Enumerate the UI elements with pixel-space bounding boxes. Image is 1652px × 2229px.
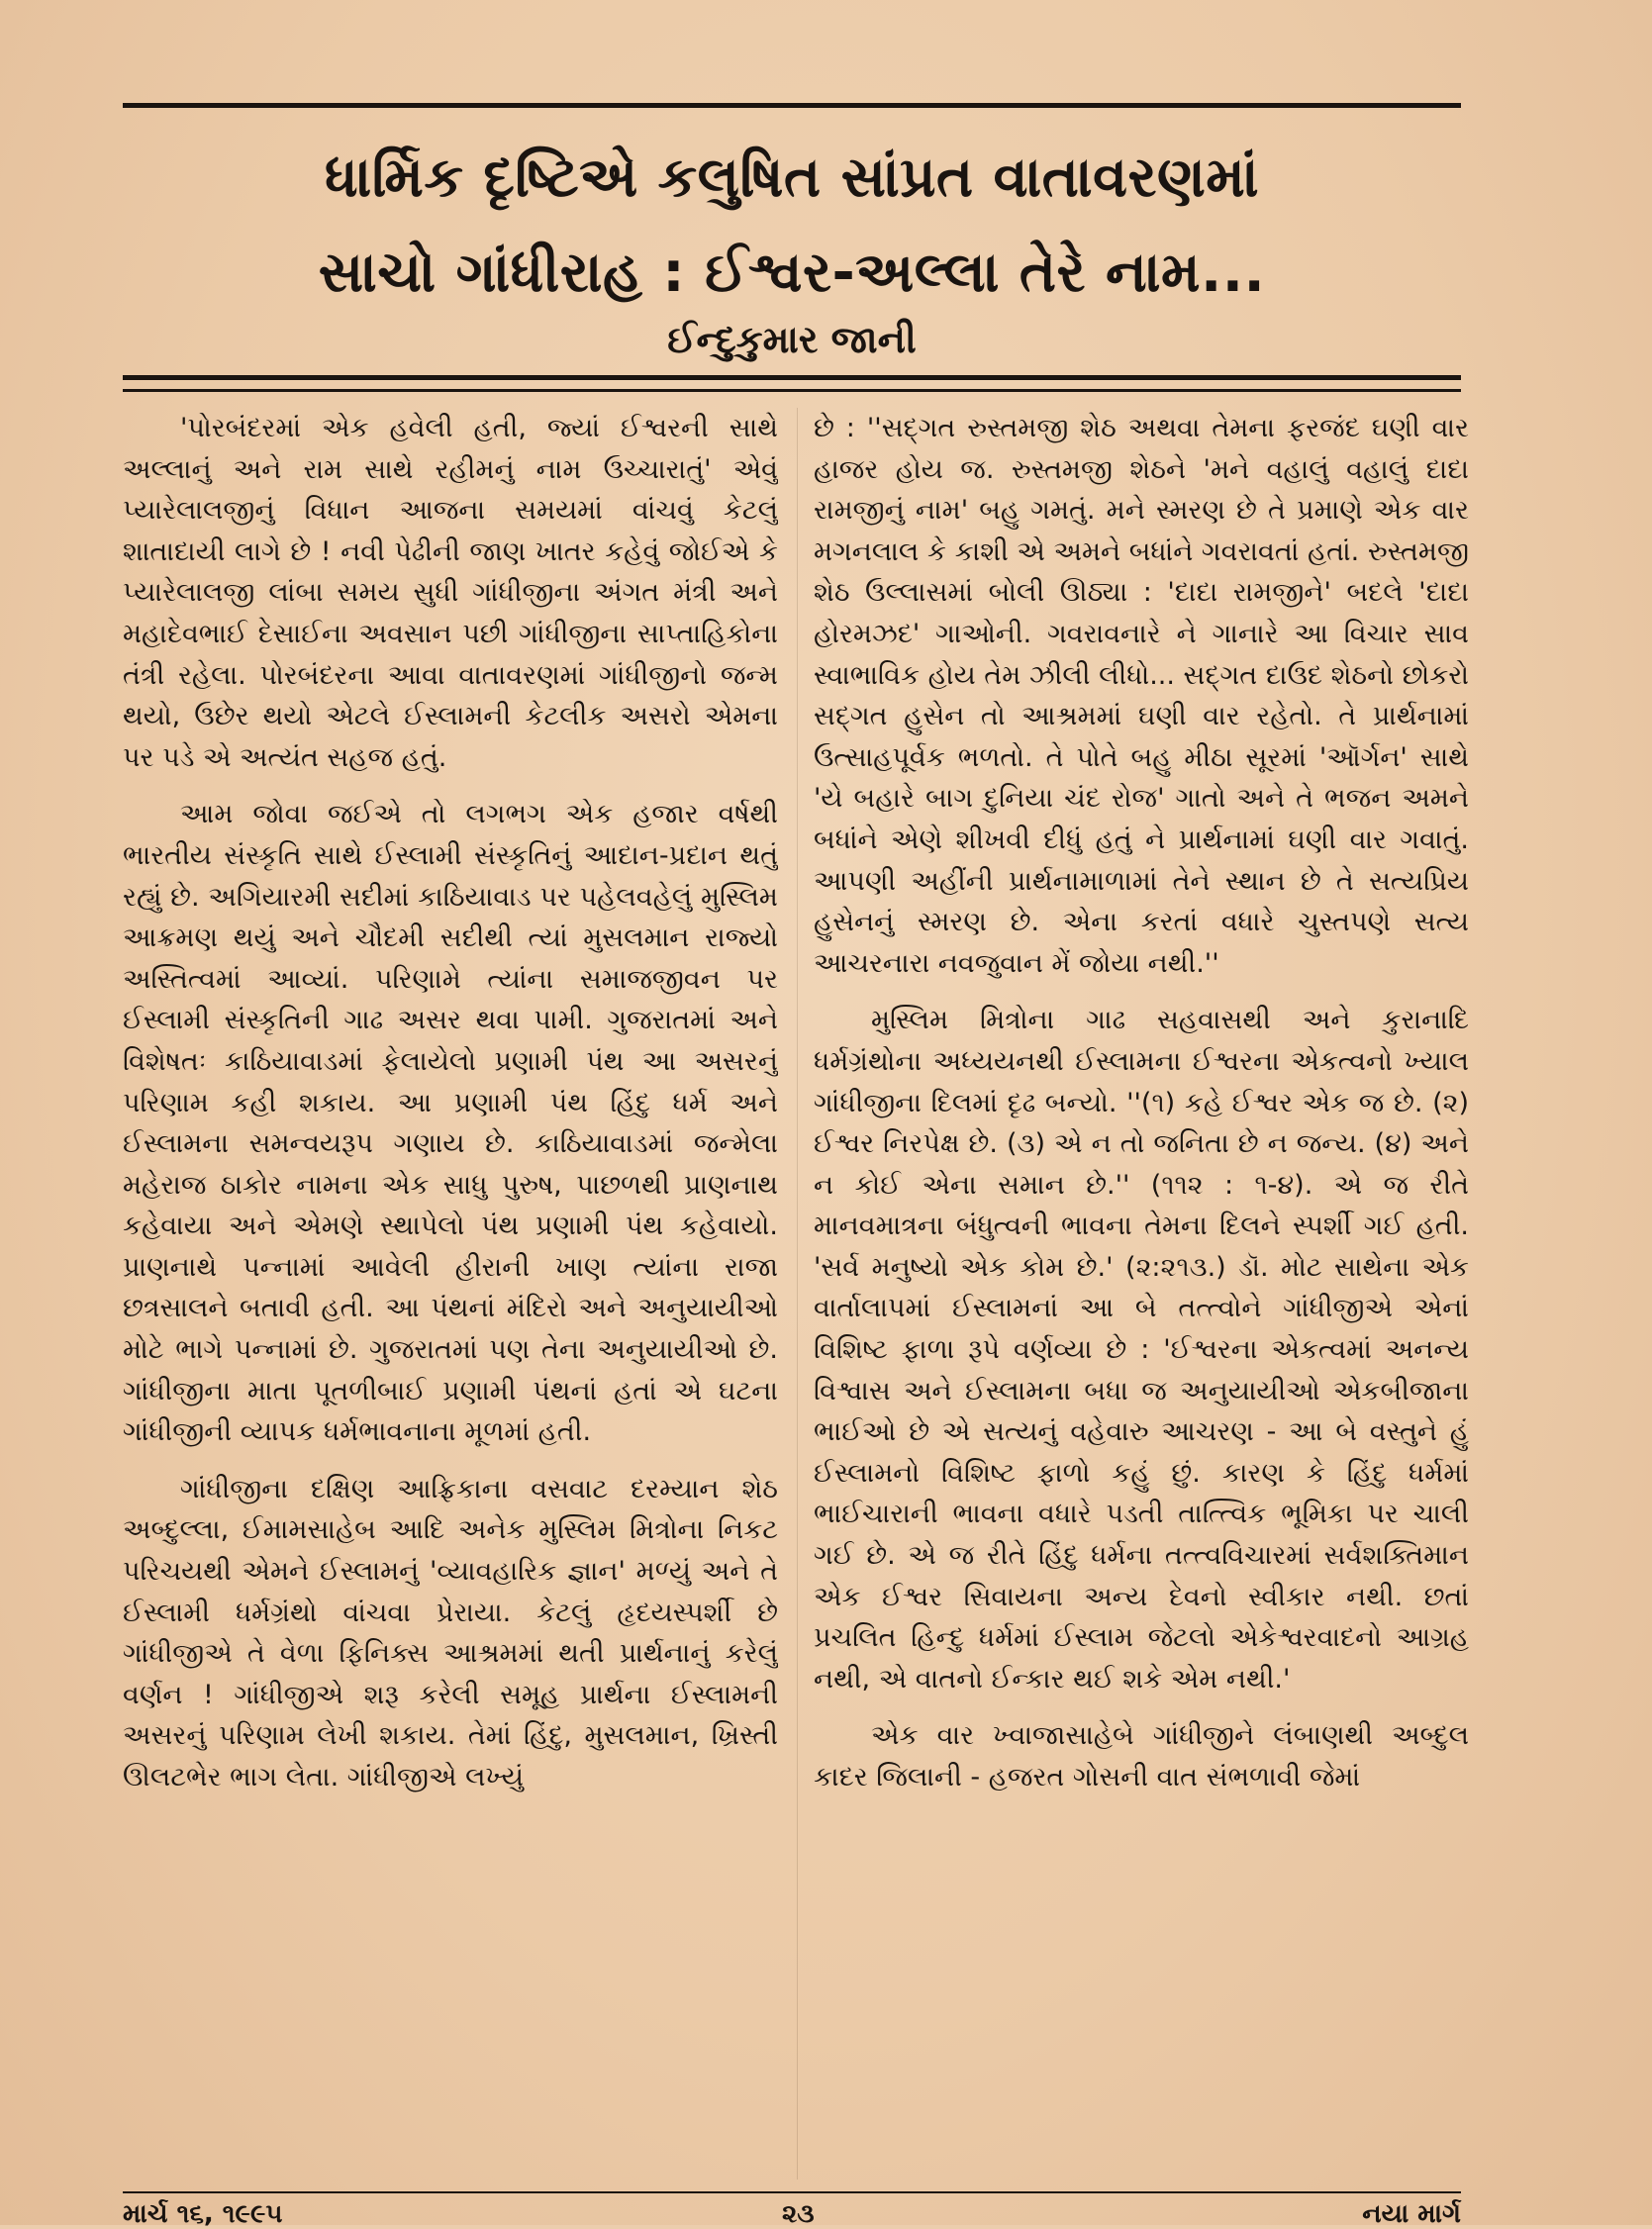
paragraph: એક વાર ખ્વાજાસાહેબે ગાંધીજીને લંબાણથી અબ્દુલ કાદર જિલાની - હજરત ગોસની વાત સંભળાવી જેમાં <box>814 1720 1469 1793</box>
header-rule-thick <box>123 375 1461 380</box>
author-name: ઈન્દુકુમાર જાની <box>667 318 917 361</box>
title-line-2: સાચો ગાંધીરાહ : ઈશ્વર-અલ્લા તેરે નામ... <box>318 241 1266 305</box>
right-column <box>814 408 1469 2189</box>
paragraph: આમ જોવા જઈએ તો લગભગ એક હજાર વર્ષથી ભારતીય સંસ્કૃતિ સાથે ઈસ્લામી સંસ્કૃતિનું આદાન-પ્રદાન થતું રહ્યું છે. અગિયારમી સદીમાં કાઠિયાવાડ પર પહેલવહેલું મુસ્લિમ આક્રમણ થયું અને ચૌદમી સદીથી ત્યાં મુસલમાન રાજ્યો અસ્તિત્વમાં આવ્યાં. પરિણામે ત્યાંના સમાજજીવન પર ઈસ્લામી સંસ્કૃતિની ગાઢ અસર થવા પામી. ગુજરાતમાં અને વિશેષતઃ કાઠિયાવાડમાં ફેલાયેલો પ્રણામી પંથ આ અસરનું પરિણામ કહી શકાય. આ પ્રણામી પંથ હિંદુ ધર્મ અને ઈસ્લામના સમન્વયરૂપ ગણાય છે. કાઠિયાવાડમાં જન્મેલા મહેરાજ ઠાકોર નામના એક સાધુ પુરુષ, પાછળથી પ્રાણનાથ કહેવાયા અને એમણે સ્થાપેલો પંથ પ્રણામી પંથ કહેવાયો. પ્રાણનાથે પન્નામાં આવેલી હીરાની ખાણ ત્યાંના રાજા છત્રસાલને બતાવી હતી. આ પંથનાં મંદિરો અને અનુયાયીઓ મોટે ભાગે પન્નામાં છે. ગુજરાતમાં પણ તેના અનુયાયીઓ છે. ગાંધીજીના માતા પૂતળીબાઈ પ્રણામી પંથનાં હતાં એ ઘટના ગાંધીજીની વ્યાપક ધર્મભાવનાના મૂળમાં હતી. <box>123 799 778 1448</box>
title-line-1: ધાર્મિક દૃષ્ટિએ કલુષિત સાંપ્રત વાતાવરણમાં <box>324 145 1260 210</box>
article-title <box>123 131 1461 321</box>
paragraph: છે : ''સદ્ગત રુસ્તમજી શેઠ અથવા તેમના ફરજંદ ઘણી વાર હાજર હોય જ. રુસ્તમજી શેઠને 'મને વહાલું વહાલું દાદા રામજીનું નામ' બહુ ગમતું. મને સ્મરણ છે તે પ્રમાણે એક વાર મગનલાલ કે કાશી એ અમને બધાંને ગવરાવતાં હતાં. રુસ્તમજી શેઠ ઉલ્લાસમાં બોલી ઊઠ્યા : 'દાદા રામજીને' બદલે 'દાદા હોરમઝદ' ગાઓની. ગવરાવનારે ને ગાનારે આ વિચાર સાવ સ્વાભાવિક હોય તેમ ઝીલી લીધો... સદ્ગત દાઉદ શેઠનો છોકરો સદ્ગત હુસેન તો આશ્રમમાં ઘણી વાર રહેતો. તે પ્રાર્થનામાં ઉત્સાહપૂર્વક ભળતો. તે પોતે બહુ મીઠા સૂરમાં 'ઑર્ગન' સાથે 'યે બહારે બાગ દુનિયા ચંદ રોજ' ગાતો અને તે ભજન અમને બધાંને એણે શીખવી દીધું હતું ને પ્રાર્થનામાં ઘણી વાર ગવાતું. આપણી અહીંની પ્રાર્થનામાળામાં તેને સ્થાન છે તે સત્યપ્રિય હુસેનનું સ્મરણ છે. એના કરતાં વધારે ચુસ્તપણે સત્ય આચરનારા નવજુવાન મેં જોયા નથી.'' <box>814 413 1469 979</box>
column-divider <box>797 408 798 2180</box>
top-rule <box>123 103 1461 108</box>
paragraph: 'પોરબંદરમાં એક હવેલી હતી, જ્યાં ઈશ્વરની સાથે અલ્લાનું અને રામ સાથે રહીમનું નામ ઉચ્ચારાતું' એવું પ્યારેલાલજીનું વિધાન આજના સમયમાં વાંચવું કેટલું શાતાદાયી લાગે છે ! નવી પેઢીની જાણ ખાતર કહેવું જોઈએ કે પ્યારેલાલજી લાંબા સમય સુધી ગાંધીજીના અંગત મંત્રી અને મહાદેવભાઈ દેસાઈના અવસાન પછી ગાંધીજીના સાપ્તાહિકોના તંત્રી રહેલા. પોરબંદરના આવા વાતાવરણમાં ગાંધીજીનો જન્મ થયો, ઉછેર થયો એટલે ઈસ્લામની કેટલીક અસરો એમના પર પડે એ અત્યંત સહજ હતું. <box>123 413 778 773</box>
footer-page-number: ૨૩ <box>782 2199 815 2229</box>
footer-magazine-name: નયા માર્ગ <box>1362 2199 1461 2229</box>
paragraph: ગાંધીજીના દક્ષિણ આફ્રિકાના વસવાટ દરમ્યાન શેઠ અબ્દુલ્લા, ઈમામસાહેબ આદિ અનેક મુસ્લિમ મિત્રોના નિકટ પરિચયથી એમને ઈસ્લામનું 'વ્યાવહારિક જ્ઞાન' મળ્યું અને તે ઈસ્લામી ધર્મગ્રંથો વાંચવા પ્રેરાયા. કેટલું હૃદયસ્પર્શી છે ગાંધીજીએ તે વેળા ફિનિક્સ આશ્રમમાં થતી પ્રાર્થનાનું કરેલું વર્ણન ! ગાંધીજીએ શરૂ કરેલી સમૂહ પ્રાર્થના ઈસ્લામની અસરનું પરિણામ લેખી શકાય. તેમાં હિંદુ, મુસલમાન, ખ્રિસ્તી ઊલટભેર ભાગ લેતા. ગાંધીજીએ લખ્યું <box>123 1473 778 1793</box>
paragraph: મુસ્લિમ મિત્રોના ગાઢ સહવાસથી અને કુરાનાદિ ધર્મગ્રંથોના અધ્યયનથી ઈસ્લામના ઈશ્વરના એકત્વનો ખ્યાલ ગાંધીજીના દિલમાં દૃઢ બન્યો. ''(૧) કહે ઈશ્વર એક જ છે. (૨) ઈશ્વર નિરપેક્ષ છે. (૩) એ ન તો જનિતા છે ન જન્ય. (૪) અને ન કોઈ એના સમાન છે.'' (૧૧૨ : ૧-૪). એ જ રીતે માનવમાત્રના બંધુત્વની ભાવના તેમના દિલને સ્પર્શી ગઈ હતી. 'સર્વ મનુષ્યો એક કોમ છે.' (૨:૨૧૩.) ડૉ. મોટ સાથેના એક વાર્તાલાપમાં ઈસ્લામનાં આ બે તત્ત્વોને ગાંધીજીએ એનાં વિશિષ્ટ ફાળા રૂપે વર્ણવ્યા છે : 'ઈશ્વરના એકત્વમાં અનન્ય વિશ્વાસ અને ઈસ્લામના બધા જ અનુયાયીઓ એકબીજાના ભાઈઓ છે એ સત્યનું વહેવારુ આચરણ - આ બે વસ્તુને હું ઈસ્લામનો વિશિષ્ટ ફાળો કહું છું. કારણ કે હિંદુ ધર્મમાં ભાઈચારાની ભાવના વધારે પડતી તાત્ત્વિક ભૂમિકા પર ચાલી ગઈ છે. એ જ રીતે હિંદુ ધર્મના તત્ત્વવિચારમાં સર્વશક્તિમાન એક ઈશ્વર સિવાયના અન્ય દેવનો સ્વીકાર નથી. છતાં પ્રચલિત હિન્દુ ધર્મમાં ઈસ્લામ જેટલો એકેશ્વરવાદનો આગ્રહ નથી, એ વાતનો ઈન્કાર થઈ શકે એમ નથી.' <box>814 1005 1469 1695</box>
header-rule-thin <box>123 389 1461 392</box>
footer-date: માર્ચ ૧૬, ૧૯૯૫ <box>123 2199 283 2229</box>
footer-rule <box>123 2191 1461 2193</box>
left-column <box>123 408 778 2189</box>
